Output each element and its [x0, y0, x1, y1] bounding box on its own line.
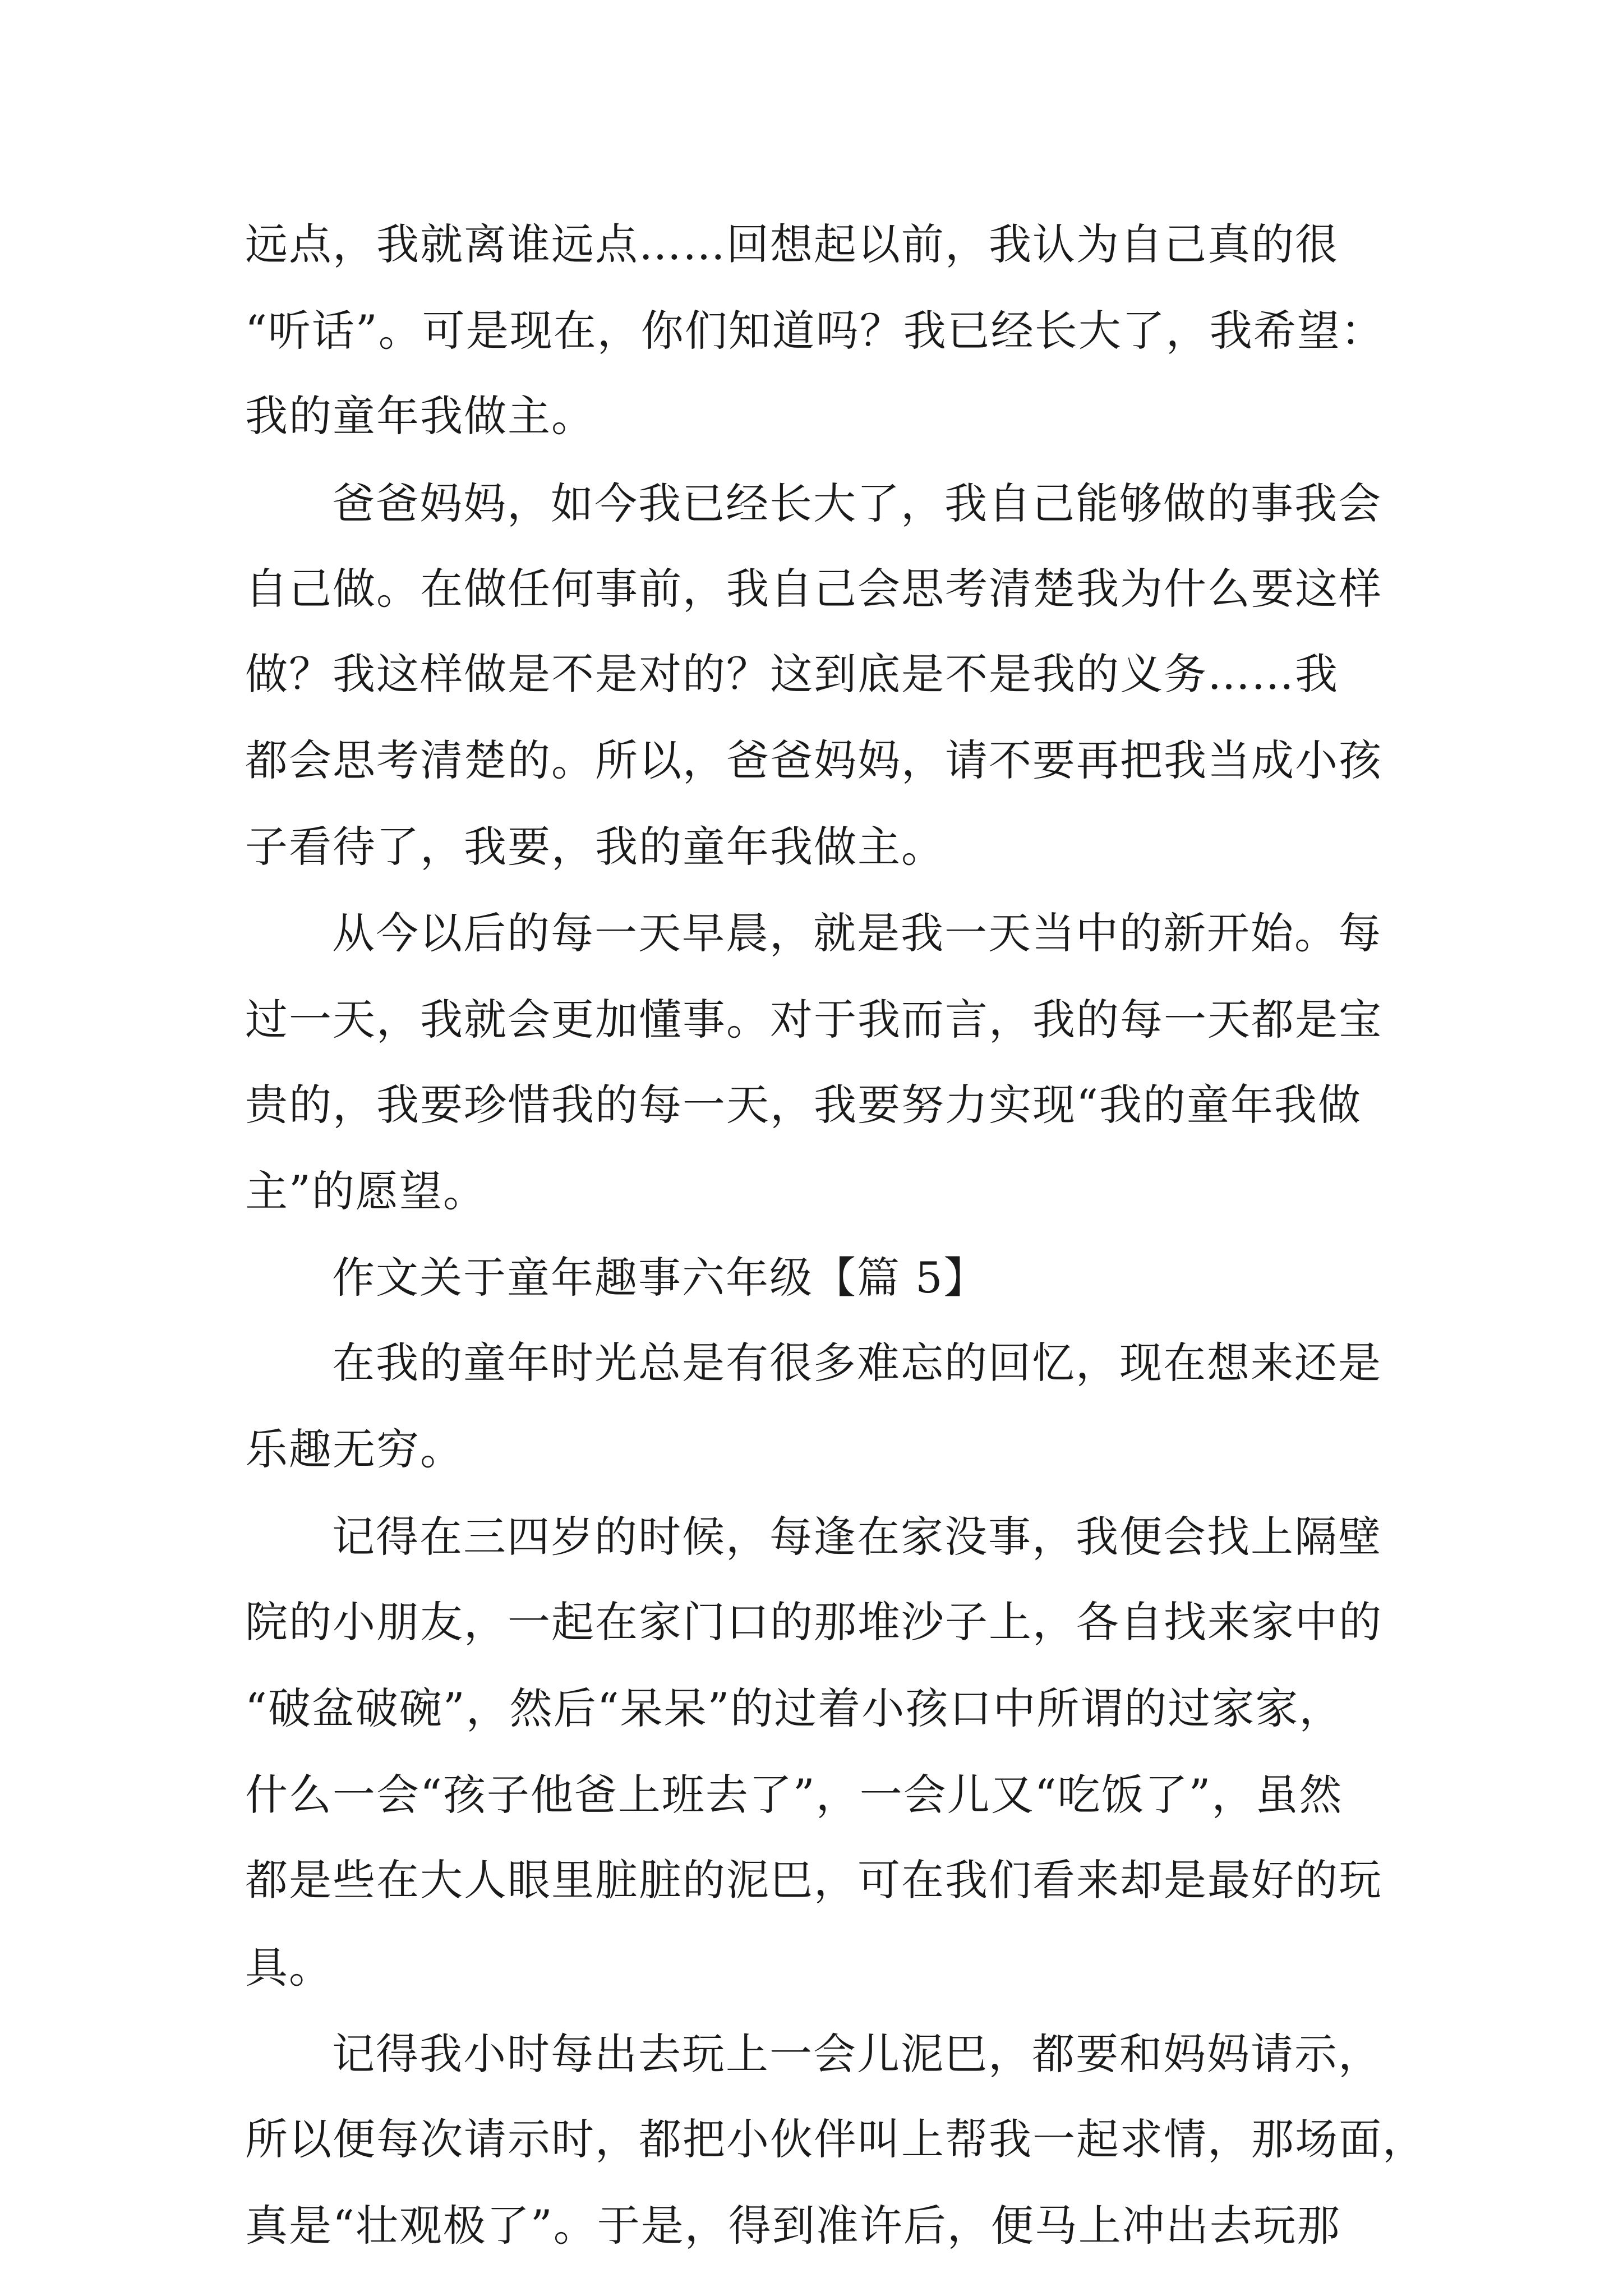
- text-line: 主”的愿望。: [245, 1166, 487, 1216]
- text-line: 我的童年我做主。: [245, 391, 595, 441]
- text-line: 远点，我就离谁远点……回想起以前，我认为自己真的很: [245, 219, 1339, 269]
- text-line: “听话”。可是现在，你们知道吗？我已经长大了，我希望：: [245, 306, 1385, 356]
- text-line: 过一天，我就会更加懂事。对于我而言，我的每一天都是宝: [245, 995, 1382, 1045]
- paragraph-start-line: 在我的童年时光总是有很多难忘的回忆，现在想来还是: [332, 1338, 1382, 1388]
- text-line: 所以便每次请示时，都把小伙伴叫上帮我一起求情，那场面，: [245, 2114, 1426, 2164]
- text-line: 乐趣无穷。: [245, 1424, 464, 1474]
- text-line: 自己做。在做任何事前，我自己会思考清楚我为什么要这样: [245, 564, 1382, 614]
- text-line: 院的小朋友，一起在家门口的那堆沙子上，各自找来家中的: [245, 1597, 1382, 1647]
- text-line: 子看待了，我要，我的童年我做主。: [245, 822, 945, 872]
- text-line: 都会思考清楚的。所以，爸爸妈妈，请不要再把我当成小孩: [245, 735, 1382, 785]
- text-line: 什么一会“孩子他爸上班去了”，一会儿又“吃饭了”，虽然: [245, 1770, 1343, 1820]
- text-line: “破盆破碗”，然后“呆呆”的过着小孩口中所谓的过家家，: [245, 1683, 1343, 1733]
- text-line: 真是“壮观极了”。于是，得到准许后，便马上冲出去玩那: [245, 2201, 1341, 2251]
- paragraph-start-line: 从今以后的每一天早晨，就是我一天当中的新开始。每: [332, 908, 1382, 958]
- paragraph-start-line: 记得在三四岁的时候，每逢在家没事，我便会找上隔壁: [332, 1512, 1382, 1562]
- paragraph-start-line: 记得我小时每出去玩上一会儿泥巴，都要和妈妈请示，: [332, 2029, 1382, 2079]
- section-heading: 作文关于童年趣事六年级【篇 5】: [332, 1253, 988, 1303]
- text-line: 贵的，我要珍惜我的每一天，我要努力实现“我的童年我做: [245, 1080, 1362, 1130]
- text-line: 做？我这样做是不是对的？这到底是不是我的义务……我: [245, 649, 1339, 699]
- paragraph-start-line: 爸爸妈妈，如今我已经长大了，我自己能够做的事我会: [332, 478, 1382, 528]
- text-line: 都是些在大人眼里脏脏的泥巴，可在我们看来却是最好的玩: [245, 1855, 1382, 1905]
- text-line: 具。: [245, 1943, 333, 1993]
